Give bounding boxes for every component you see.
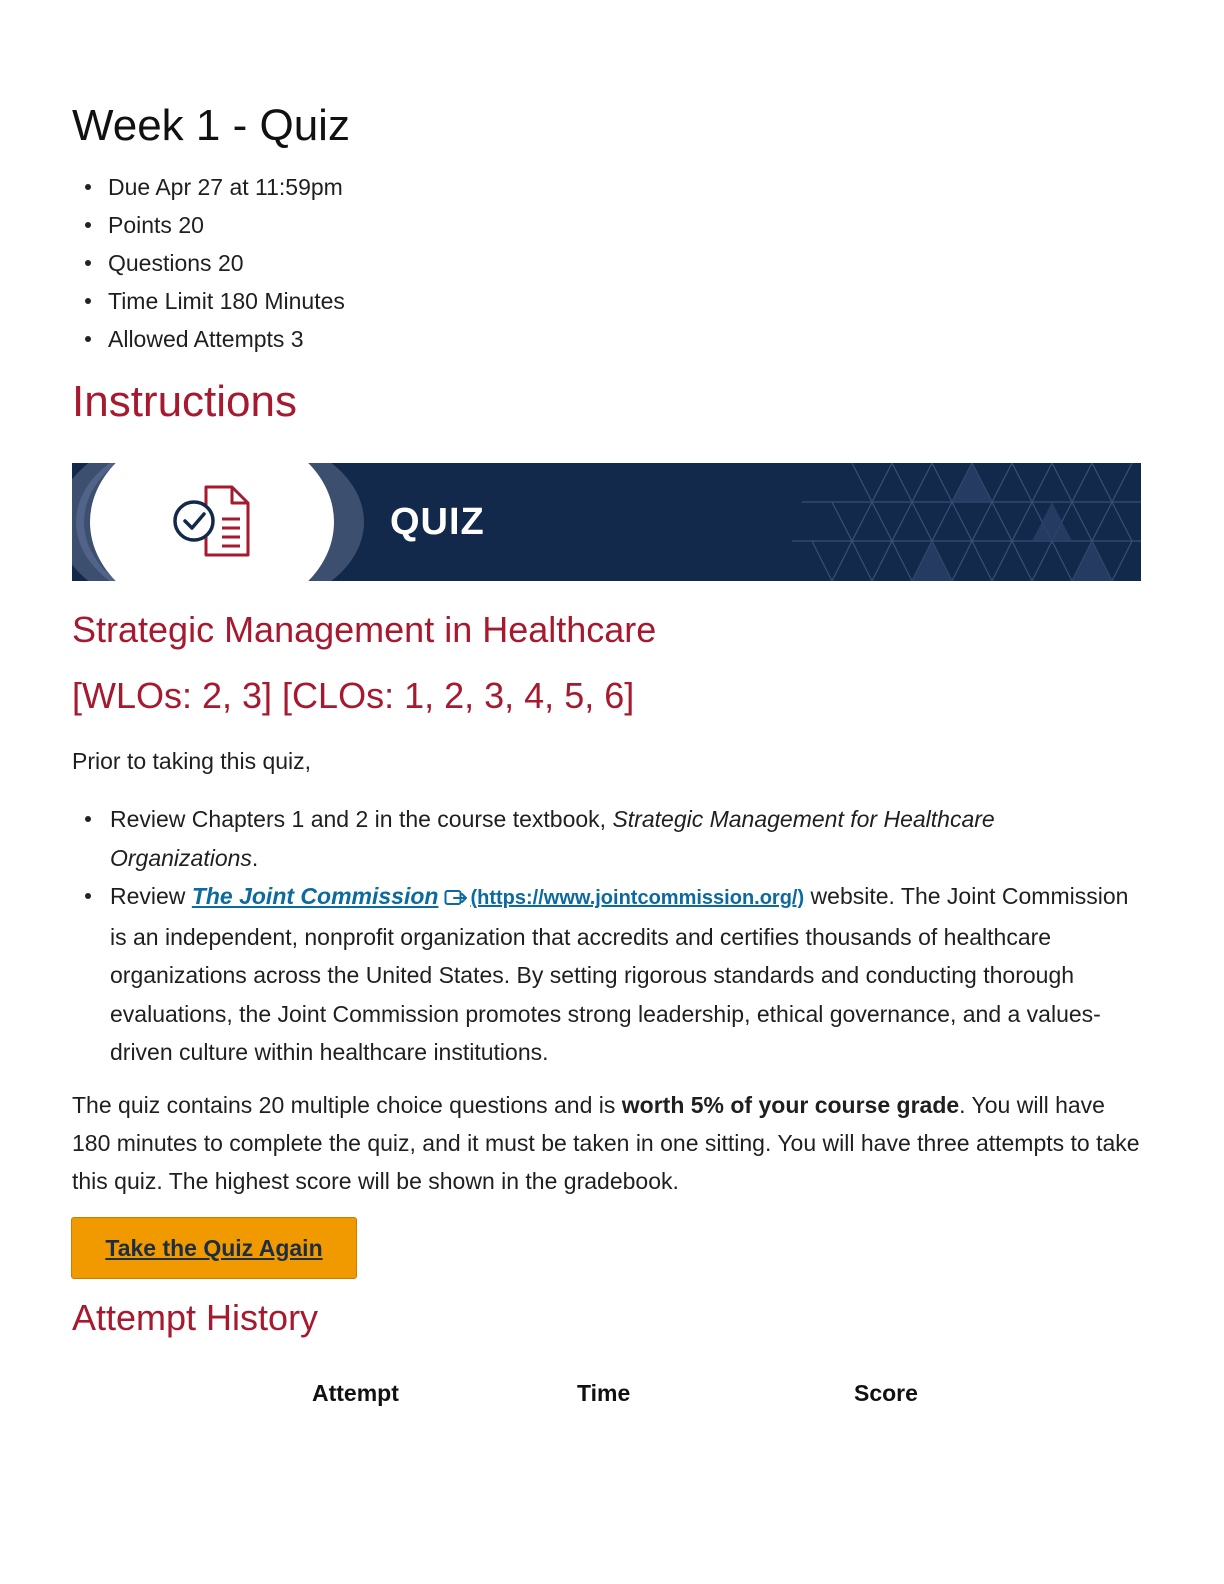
- quiz-due-date: Due Apr 27 at 11:59pm: [72, 168, 345, 206]
- external-link-icon[interactable]: [444, 889, 468, 907]
- prior-text: Prior to taking this quiz,: [72, 748, 312, 774]
- review-textbook-prefix: Review Chapters 1 and 2 in the course textbook,: [110, 806, 613, 832]
- column-header-score: Score: [854, 1380, 918, 1406]
- description-grade-weight: worth 5% of your course grade: [621, 1092, 960, 1118]
- instructions-heading: Instructions: [72, 377, 297, 426]
- review-list: [72, 800, 1132, 1072]
- banner-label: QUIZ: [390, 501, 485, 543]
- quiz-description: [72, 1086, 1142, 1200]
- column-header-time: Time: [577, 1380, 631, 1406]
- quiz-time-limit: Time Limit 180 Minutes: [72, 282, 345, 320]
- quiz-details-list: [72, 168, 345, 358]
- take-quiz-again-button[interactable]: Take the Quiz Again: [71, 1217, 357, 1279]
- review-jc-prefix: Review: [110, 883, 192, 909]
- learning-outcomes-heading: [WLOs: 2, 3] [CLOs: 1, 2, 3, 4, 5, 6]: [72, 675, 635, 716]
- attempt-history-heading: Attempt History: [72, 1297, 319, 1338]
- quiz-allowed-attempts: Allowed Attempts 3: [72, 320, 345, 358]
- joint-commission-url-link[interactable]: (https://www.jointcommission.org/): [470, 887, 805, 909]
- page-title: Week 1 - Quiz: [72, 101, 350, 150]
- review-textbook-suffix: .: [251, 844, 259, 871]
- course-heading: Strategic Management in Healthcare: [72, 609, 657, 650]
- textbook-title: Strategic Management for Healthcare Organizations: [110, 806, 995, 871]
- review-item-textbook: [72, 800, 1132, 877]
- quiz-points: Points 20: [72, 206, 345, 244]
- joint-commission-link[interactable]: The Joint Commission: [191, 883, 439, 909]
- description-part-2: . You will have 180 minutes to complete the quiz, and it must be taken in one sitting. You will have three attempts to take this quiz. The highest score will be shown in the gradebook.: [72, 1092, 1140, 1194]
- quiz-document-check-icon: [172, 481, 256, 561]
- review-item-joint-commission: [72, 877, 1132, 1072]
- review-jc-suffix: website. The Joint Commission is an independent, nonprofit organization that accredits and certifies thousands of healthcare organizations across the United States. By setting rigorous standards and conducting thorough evaluations, the Joint Commission promotes strong leadership, ethical governance, and a values-driven culture within healthcare institutions.: [110, 883, 1129, 1065]
- quiz-questions: Questions 20: [72, 244, 345, 282]
- column-header-attempt: Attempt: [312, 1380, 399, 1406]
- description-part-1: The quiz contains 20 multiple choice questions and is: [72, 1092, 622, 1118]
- quiz-banner: [72, 463, 1141, 581]
